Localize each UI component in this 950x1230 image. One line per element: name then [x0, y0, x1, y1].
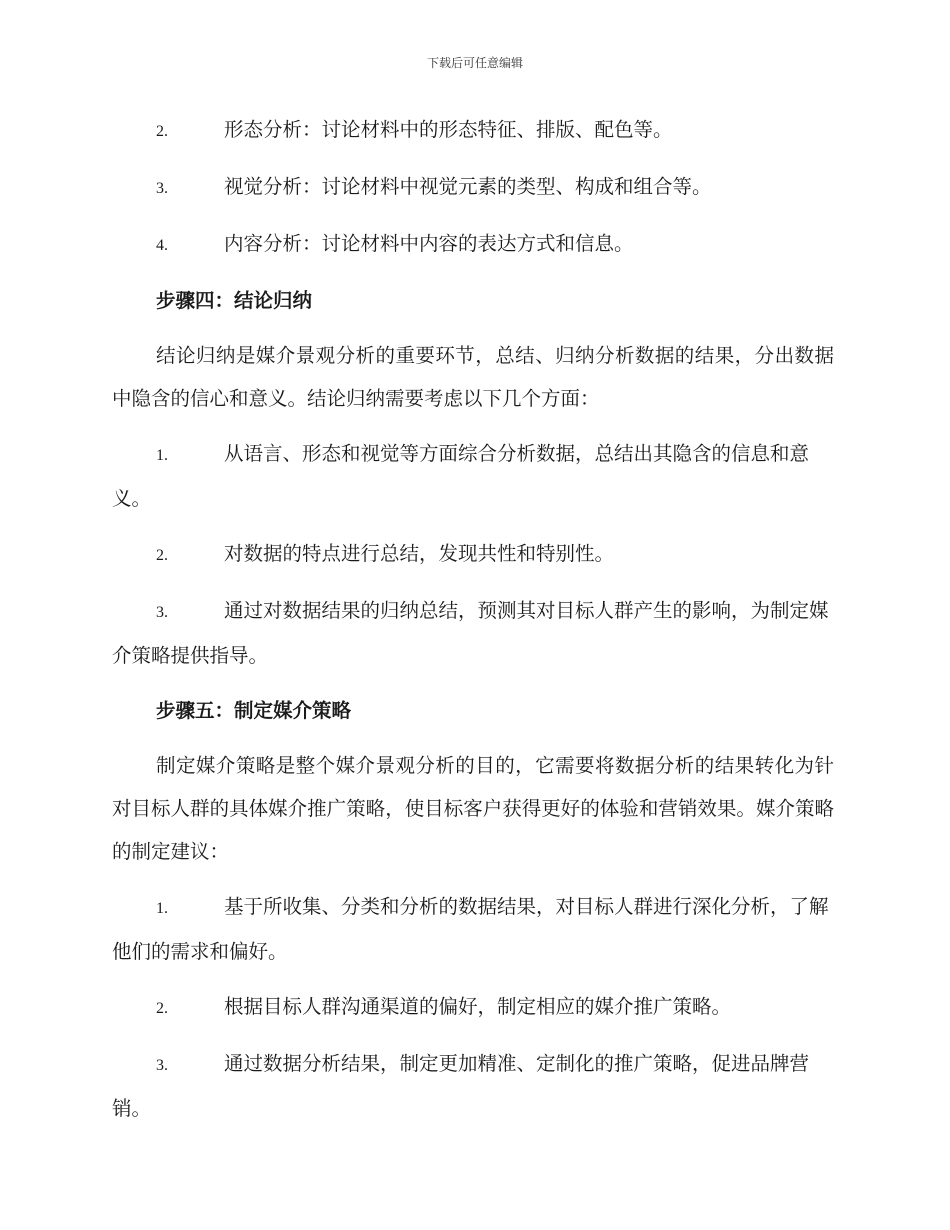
list-item [112, 165, 834, 210]
list-text: 从语言、形态和视觉等方面综合分析数据，总结出其隐含的信息和意义。 [112, 442, 810, 510]
list-text: 基于所收集、分类和分析的数据结果，对目标人群进行深化分析，了解他们的需求和偏好。 [112, 895, 829, 963]
page-header: 下载后可任意编辑 [426, 56, 523, 70]
list-text: 形态分析：讨论材料中的形态特征、排版、配色等。 [224, 118, 673, 141]
section-intro-step5: 制定媒介策略是整个媒介景观分析的目的，它需要将数据分析的结果转化为针对目标人群的具体媒介推广策略，使目标客户获得更好的体验和营销效果。媒介策略的制定建议： [112, 754, 834, 863]
list-text: 通过数据分析结果，制定更加精准、定制化的推广策略，促进品牌营销。 [112, 1052, 810, 1120]
list-number: 2. [156, 1000, 168, 1017]
list-number: 2. [156, 547, 168, 564]
document-body [112, 108, 834, 1142]
list-item [112, 432, 834, 520]
section-heading-step4: 步骤四：结论归纳 [156, 289, 313, 312]
list-number: 1. [156, 447, 168, 464]
list-item [112, 222, 834, 267]
list-text: 对数据的特点进行总结，发现共性和特别性。 [224, 542, 615, 565]
section-intro-step4: 结论归纳是媒介景观分析的重要环节，总结、归纳分析数据的结果，分出数据中隐含的信心和意义。结论归纳需要考虑以下几个方面： [112, 344, 834, 410]
list-item [112, 108, 834, 153]
list-item [112, 589, 834, 677]
list-number: 3. [156, 604, 168, 621]
list-number: 3. [156, 180, 168, 197]
list-item [112, 532, 834, 577]
list-item [112, 1042, 834, 1130]
list-number: 2. [156, 123, 168, 140]
section-heading-step5: 步骤五：制定媒介策略 [156, 699, 352, 722]
list-text: 内容分析：讨论材料中内容的表达方式和信息。 [224, 232, 634, 255]
list-text: 视觉分析：讨论材料中视觉元素的类型、构成和组合等。 [224, 175, 712, 198]
list-number: 1. [156, 900, 168, 917]
list-text: 通过对数据结果的归纳总结，预测其对目标人群产生的影响，为制定媒介策略提供指导。 [112, 599, 829, 667]
list-item [112, 885, 834, 973]
list-text: 根据目标人群沟通渠道的偏好，制定相应的媒介推广策略。 [224, 995, 732, 1018]
list-number: 3. [156, 1057, 168, 1074]
list-item [112, 985, 834, 1030]
list-number: 4. [156, 237, 168, 254]
